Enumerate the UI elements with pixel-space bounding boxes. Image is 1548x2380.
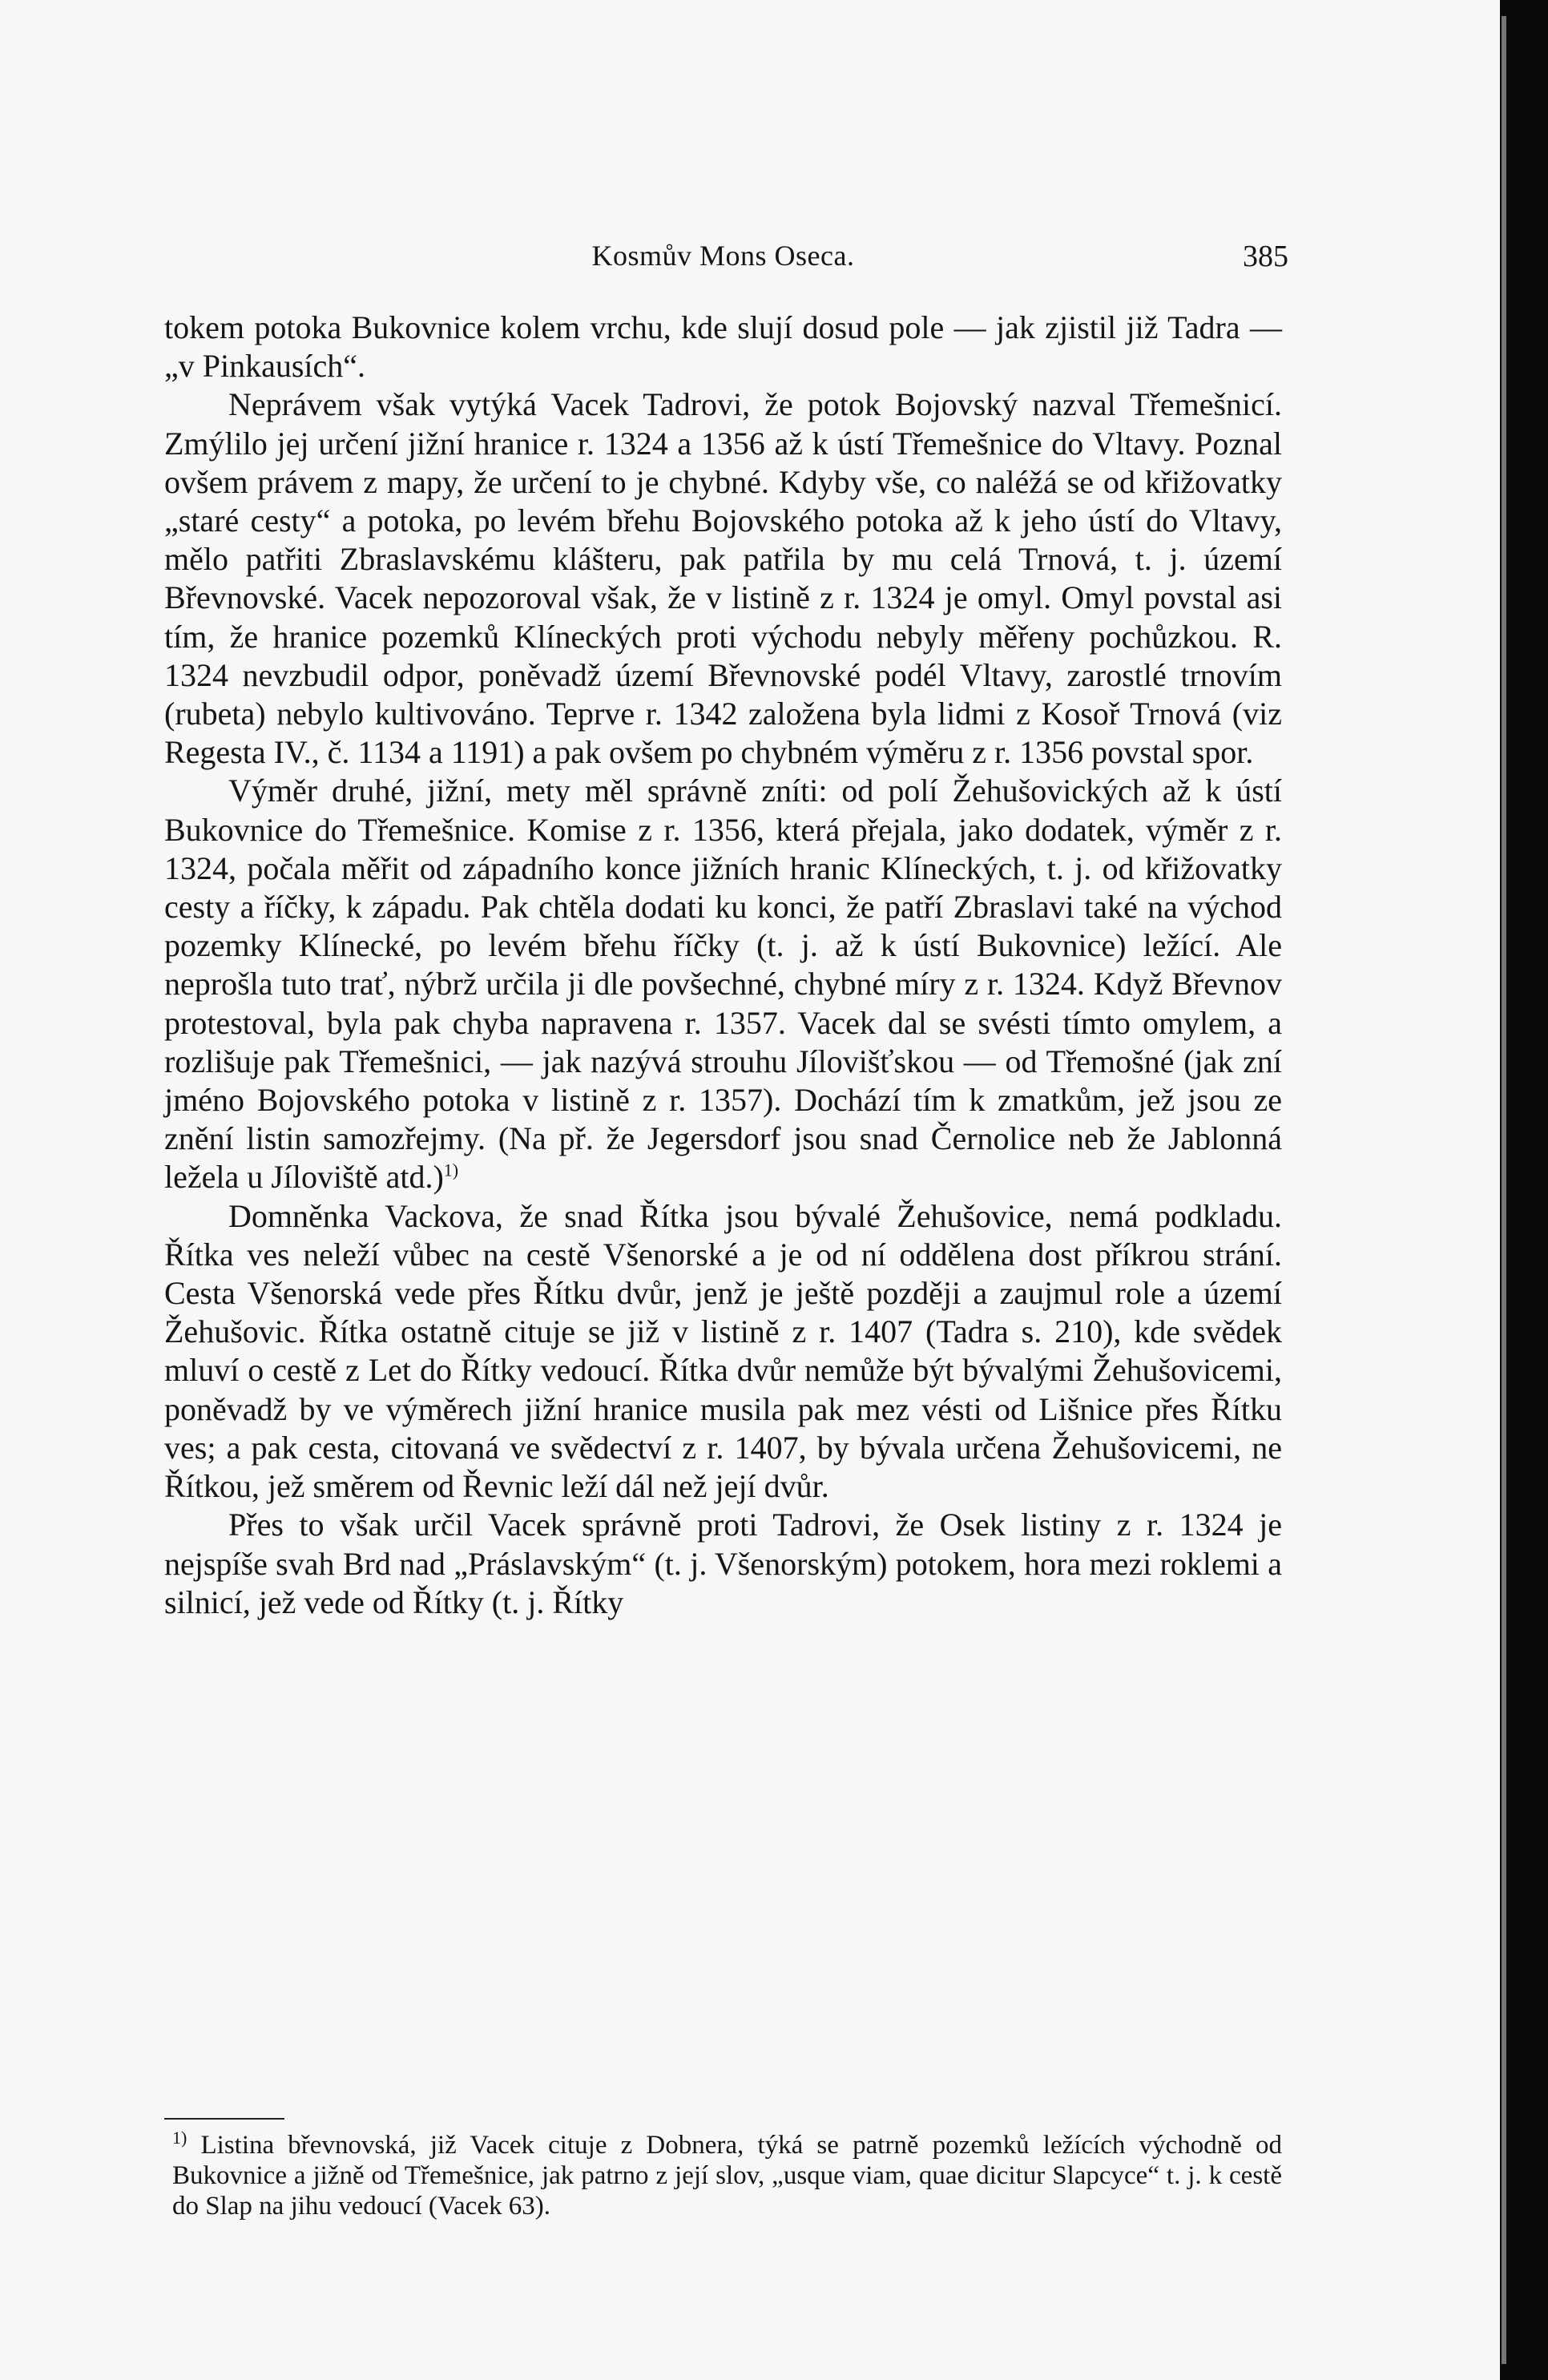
footnote-marker: 1) <box>172 2128 187 2148</box>
scan-edge-strip <box>1502 16 1506 2364</box>
footnote-text: Listina břevnovská, již Vacek cituje z Dobnera, týká se patrně pozemků ležících východně od Bukovnice a jižně od Třemešnice, jak patrno z její slov, „usque viam, quae dicitur Slapcyce“ t. j. k cestě do Slap na jihu vedoucí (Vacek 63). <box>172 2131 1283 2221</box>
paragraph-2: Neprávem však vytýká Vacek Tadrovi, že potok Bojovský nazval Třemešnicí. Zmýlilo jej určení jižní hranice r. 1324 a 1356 až k ústí Třemešnice do Vltavy. Poznal ovšem právem z mapy, že určení to je chybné. Kdyby vše, co naléžá se od křižovatky „staré cesty“ a potoka, po levém břehu Bojovského potoka až k jeho ústí do Vltavy, mělo patřiti Zbraslavskému klášteru, pak patřila by mu celá Trnová, t. j. území Břevnovské. Vacek nepozoroval však, že v listině z r. 1324 je omyl. Omyl povstal asi tím, že hranice pozemků Klíneckých proti východu nebyly měřeny pochůzkou. R. 1324 nevzbudil odpor, poněvadž území Břevnovské podél Vltavy, zarostlé trnovím (rubeta) nebylo kultivováno. Teprve r. 1342 založena byla lidmi z Kosoř Trnová (viz Regesta IV., č. 1134 a 1191) a pak ovšem po chybném výměru z r. 1356 povstal spor. <box>164 386 1282 771</box>
paragraph-3 <box>164 772 1282 1196</box>
paragraph-5: Přes to však určil Vacek správně proti Tadrovi, že Osek listiny z r. 1324 je nejspíše svah Brd nad „Práslavským“ (t. j. Všenorským) potokem, hora mezi roklemi a silnicí, jež vede od Řítky (t. j. Řítky <box>164 1507 1282 1620</box>
footnote-reference: 1) <box>443 1160 459 1181</box>
paragraph-1: tokem potoka Bukovnice kolem vrchu, kde slují dosud pole — jak zjistil již Tadra — „v Pinkausích“. <box>164 309 1282 385</box>
footnote-divider <box>164 2118 284 2120</box>
page-header <box>164 239 1288 279</box>
scan-edge <box>1500 0 1548 2380</box>
paragraph-4: Domněnka Vackova, že snad Řítka jsou bývalé Žehušovice, nemá podkladu. Řítka ves neleží vůbec na cestě Všenorské a je od ní oddělena dost příkrou strání. Cesta Všenorská vede přes Řítku dvůr, jenž je ještě později a zaujmul role a území Žehušovic. Řítka ostatně cituje se již v listině z r. 1407 (Tadra s. 210), kde svědek mluví o cestě z Let do Řítky vedoucí. Řítka dvůr nemůže být bývalými Žehušovicemi, poněvadž by ve výměrech jižní hranice musila pak mez vésti od Lišnice přes Řítku ves; a pak cesta, citovaná ve svědectví z r. 1407, by bývala určena Žehušovicemi, ne Řítkou, jež směrem od Řevnic leží dál než její dvůr. <box>164 1197 1282 1505</box>
page-number: 385 <box>1243 240 1288 273</box>
body-text <box>164 309 1282 1622</box>
paragraph-3-text: Výměr druhé, jižní, mety měl správně zníti: od polí Žehušovických až k ústí Bukovnice do Třemešnice. Komise z r. 1356, která přejala, jako dodatek, výměr z r. 1324, počala měřit od západního konce jižních hranic Klíneckých, t. j. od křižovatky cesty a říčky, k západu. Pak chtěla dodati ku konci, že patří Zbraslavi také na východ pozemky Klínecké, po levém břehu říčky (t. j. až k ústí Bukovnice) ležící. Ale neprošla tuto trať, nýbrž určila ji dle povšechné, chybné míry z r. 1324. Když Břevnov protestoval, byla pak chyba napravena r. 1357. Vacek dal se svésti tímto omylem, a rozlišuje pak Třemešnici, — jak nazývá strouhu Jílovišťskou — od Třemošné (jak zní jméno Bojovského potoka v listině z r. 1357). Dochází tím k zmatkům, jež jsou ze znění listin samozřejmy. (Na př. že Jegersdorf jsou snad Černolice neb že Jablonná ležela u Jíloviště atd.) <box>164 772 1282 1196</box>
footnote-paragraph <box>172 2130 1282 2221</box>
footnote <box>172 2130 1282 2221</box>
running-title: Kosmův Mons Oseca. <box>591 240 855 272</box>
